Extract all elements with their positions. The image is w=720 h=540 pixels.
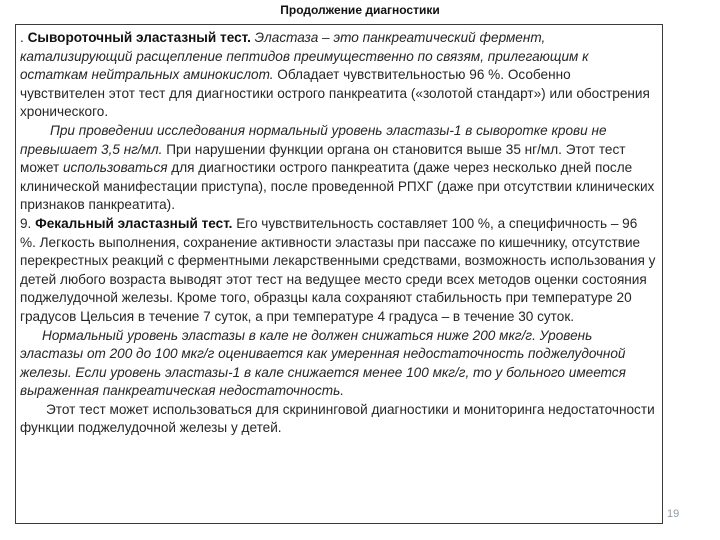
serum-normal-level-text: При проведении исследования нормальный уровень эластазы-1 в сыворотке крови не превышает 3,5 нг/мл. bbox=[20, 122, 607, 157]
paragraph-text: для диагностики острого панкреатита (даже через несколько дней после клинической манифестации приступа), после проведенной РПХГ (даже при отсутствии клинических признаков панкреатита). bbox=[20, 160, 655, 213]
page-number: 19 bbox=[667, 508, 680, 520]
paragraph-prefix: . bbox=[20, 30, 28, 45]
elastase-definition: Эластаза – это панкреатический фермент, катализирующий расщепление пептидов преимущественно по связям, прилегающим к остаткам нейтральных аминокислот. bbox=[20, 30, 589, 83]
paragraph-screening bbox=[20, 401, 656, 438]
list-number: 9. bbox=[20, 215, 36, 231]
paragraph-fecal-normal-level bbox=[20, 327, 656, 401]
paragraph-fecal-elastase-test bbox=[20, 215, 656, 327]
paragraph-text: При нарушении функции органа он становится выше 35 нг/мл. Этот тест может bbox=[20, 141, 626, 176]
paragraph-text: Обладает чувствительностью 96 %. Особенно чувствителен этот тест для диагностики острого панкреатита («золотой стандарт») или обострения хронического. bbox=[20, 67, 650, 120]
page-title: Продолжение диагностики bbox=[280, 3, 440, 17]
content-frame bbox=[15, 24, 663, 524]
fecal-normal-level-text: Нормальный уровень эластазы в кале не должен снижаться ниже 200 мкг/г. Уровень эластазы от 200 до 100 мкг/г оценивается как умеренная недостаточность поджелудочной железы. Если уровень эластазы-1 в кале снижается менее 100 мкг/г, то у больного имеется выраженная панкреатическая недостаточность. bbox=[20, 327, 626, 399]
paragraph-serum-elastase-test bbox=[20, 29, 656, 122]
emphasis-word: использоваться bbox=[62, 160, 168, 176]
paragraph-text: Этот тест может использоваться для скрининговой диагностики и мониторинга недостаточности функции поджелудочной железы у детей. bbox=[20, 401, 655, 436]
paragraph-serum-normal-level bbox=[20, 122, 656, 215]
heading-fecal-elastase-test: Фекальный эластазный тест. bbox=[35, 215, 233, 231]
paragraph-text: Его чувствительность составляет 100 %, а специфичность – 96 %. Легкость выполнения, сохранение активности эластазы при пассаже по кишечнику, отсутствие перекрестных реакций с ферментными лекарственными средствами, возможность использования у детей любого возраста выводят этот тест на ведущее место среди всех методов оценки состояния поджелудочной железы. Кроме того, образцы кала сохраняют стабильность при температуре 20 градусов Цельсия в течение 7 суток, а при температуре 4 градуса – в течение 30 суток. bbox=[20, 215, 656, 324]
heading-serum-elastase-test: Сывороточный эластазный тест. bbox=[27, 30, 251, 45]
